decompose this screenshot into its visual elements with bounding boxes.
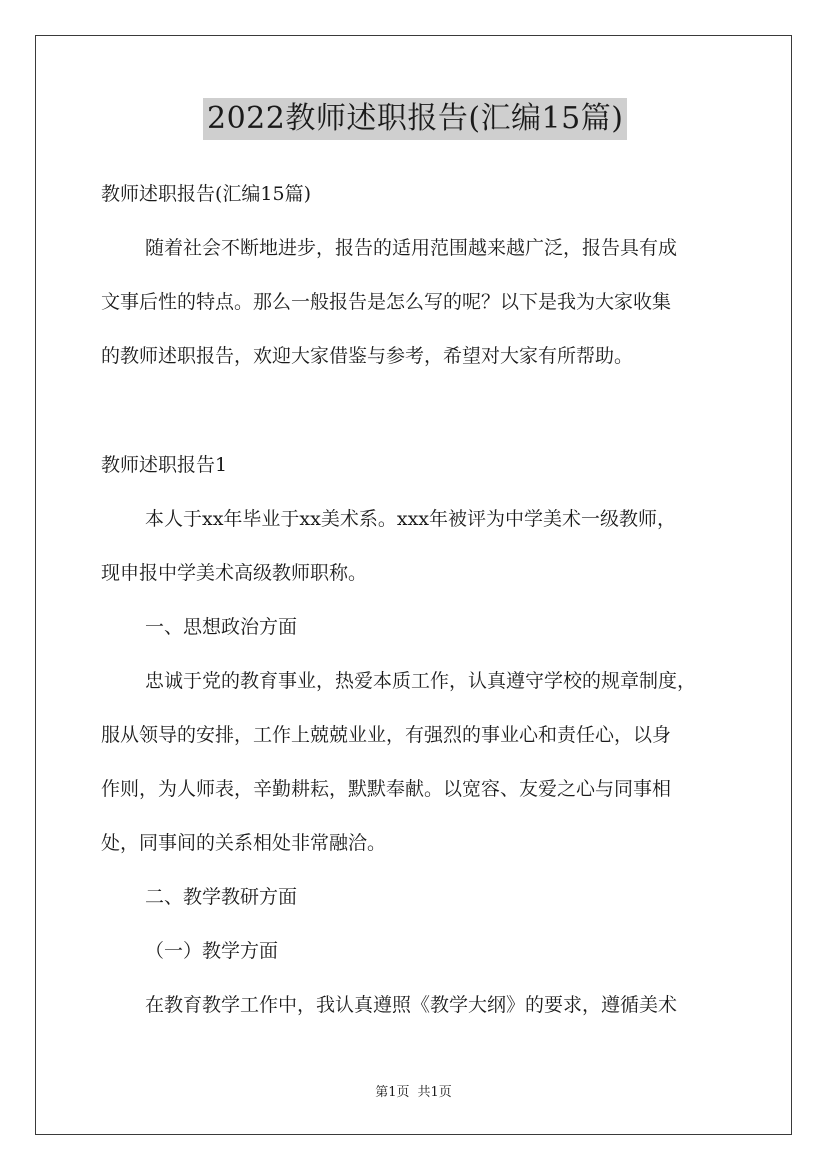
intro-line-1: 随着社会不断地进步，报告的适用范围越来越广泛，报告具有成 — [145, 237, 678, 259]
page-number: 第1页 — [375, 1085, 410, 1100]
subheading-politics: 一、思想政治方面 — [145, 616, 298, 638]
intro-line-2: 文事后性的特点。那么一般报告是怎么写的呢？以下是我为大家收集 — [101, 291, 672, 313]
subheading-teaching-part1: （一）教学方面 — [145, 940, 279, 962]
body-line-2: 现申报中学美术高级教师职称。 — [101, 562, 368, 584]
document-subtitle: 教师述职报告(汇编15篇) — [101, 183, 312, 205]
body-line-5: 服从领导的安排，工作上兢兢业业，有强烈的事业心和责任心，以身 — [101, 724, 672, 746]
section-heading: 教师述职报告1 — [101, 454, 228, 476]
body-line-7: 处，同事间的关系相处非常融洽。 — [101, 832, 387, 854]
subheading-teaching: 二、教学教研方面 — [145, 886, 298, 908]
page-total: 共1页 — [417, 1085, 452, 1100]
intro-line-3: 的教师述职报告，欢迎大家借鉴与参考，希望对大家有所帮助。 — [101, 345, 634, 367]
body-line-1: 本人于xx年毕业于xx美术系。xxx年被评为中学美术一级教师， — [145, 508, 677, 530]
document-title: 2022教师述职报告(汇编15篇) — [203, 98, 627, 140]
body-line-10: 在教育教学工作中，我认真遵照《教学大纲》的要求，遵循美术 — [145, 994, 678, 1016]
page-footer — [0, 1084, 827, 1102]
body-line-6: 作则，为人师表，辛勤耕耘，默默奉献。以宽容、友爱之心与同事相 — [101, 778, 672, 800]
body-line-4: 忠诚于党的教育事业，热爱本质工作，认真遵守学校的规章制度， — [145, 670, 697, 692]
